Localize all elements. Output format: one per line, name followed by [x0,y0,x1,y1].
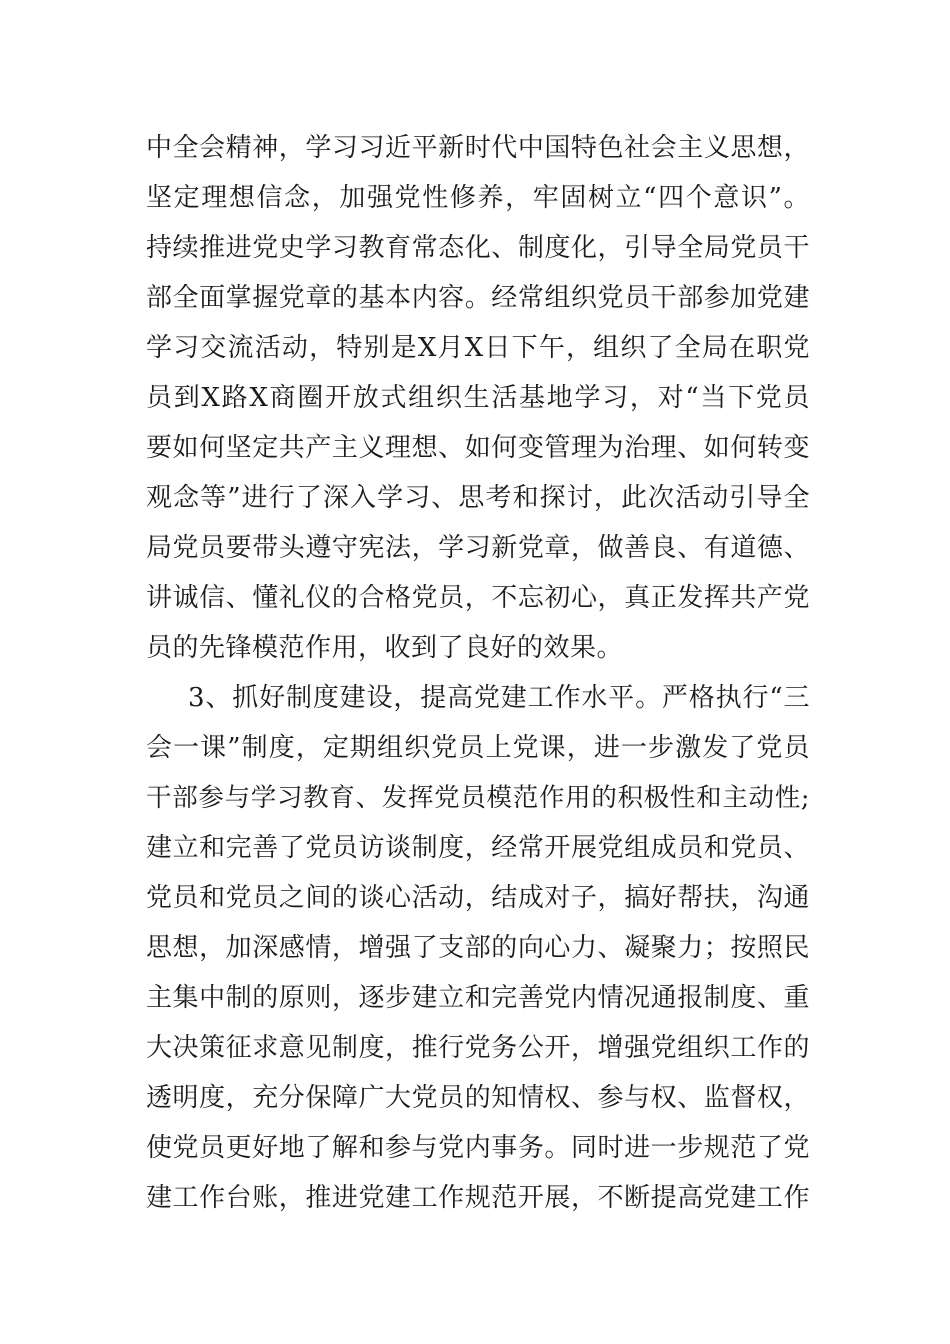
paragraph-line-first: 3、抓好制度建设，提高党建工作水平。严格执行“三 [188,683,810,713]
paragraph-line: 干部参与学习教育、发挥党员模范作用的积极性和主动性; [146,783,810,813]
paragraph-line: 观念等”进行了深入学习、思考和探讨，此次活动引导全 [146,483,810,513]
paragraph-line: 建工作台账，推进党建工作规范开展，不断提高党建工作 [146,1183,810,1213]
paragraph-line: 坚定理想信念，加强党性修养，牢固树立“四个意识”。 [146,183,810,213]
paragraph-line: 学习交流活动，特别是X月X日下午，组织了全局在职党 [146,333,810,363]
paragraph-line: 会一课”制度，定期组织党员上党课，进一步激发了党员 [146,733,810,763]
paragraph-line: 讲诚信、懂礼仪的合格党员，不忘初心，真正发挥共产党 [146,583,810,613]
paragraph-line: 大决策征求意见制度，推行党务公开，增强党组织工作的 [146,1033,810,1063]
paragraph-line: 部全面掌握党章的基本内容。经常组织党员干部参加党建 [146,283,810,313]
paragraph-line: 党员和党员之间的谈心活动，结成对子，搞好帮扶，沟通 [146,883,810,913]
paragraph-line: 使党员更好地了解和参与党内事务。同时进一步规范了党 [146,1133,810,1163]
paragraph-line: 建立和完善了党员访谈制度，经常开展党组成员和党员、 [146,833,810,863]
paragraph-party-study [146,123,810,673]
paragraph-line: 中全会精神，学习习近平新时代中国特色社会主义思想， [146,133,810,163]
paragraph-system-building [146,673,810,1223]
paragraph-line-last: 员的先锋模范作用，收到了良好的效果。 [146,633,624,663]
paragraph-line: 要如何坚定共产主义理想、如何变管理为治理、如何转变 [146,433,810,463]
paragraph-line: 主集中制的原则，逐步建立和完善党内情况通报制度、重 [146,983,810,1013]
paragraph-line: 局党员要带头遵守宪法，学习新党章，做善良、有道德、 [146,533,810,563]
paragraph-line: 思想，加深感情，增强了支部的向心力、凝聚力；按照民 [146,933,810,963]
paragraph-line: 透明度，充分保障广大党员的知情权、参与权、监督权， [146,1083,810,1113]
paragraph-line: 持续推进党史学习教育常态化、制度化，引导全局党员干 [146,233,810,263]
paragraph-line: 员到X路X商圈开放式组织生活基地学习，对“当下党员 [146,383,810,413]
